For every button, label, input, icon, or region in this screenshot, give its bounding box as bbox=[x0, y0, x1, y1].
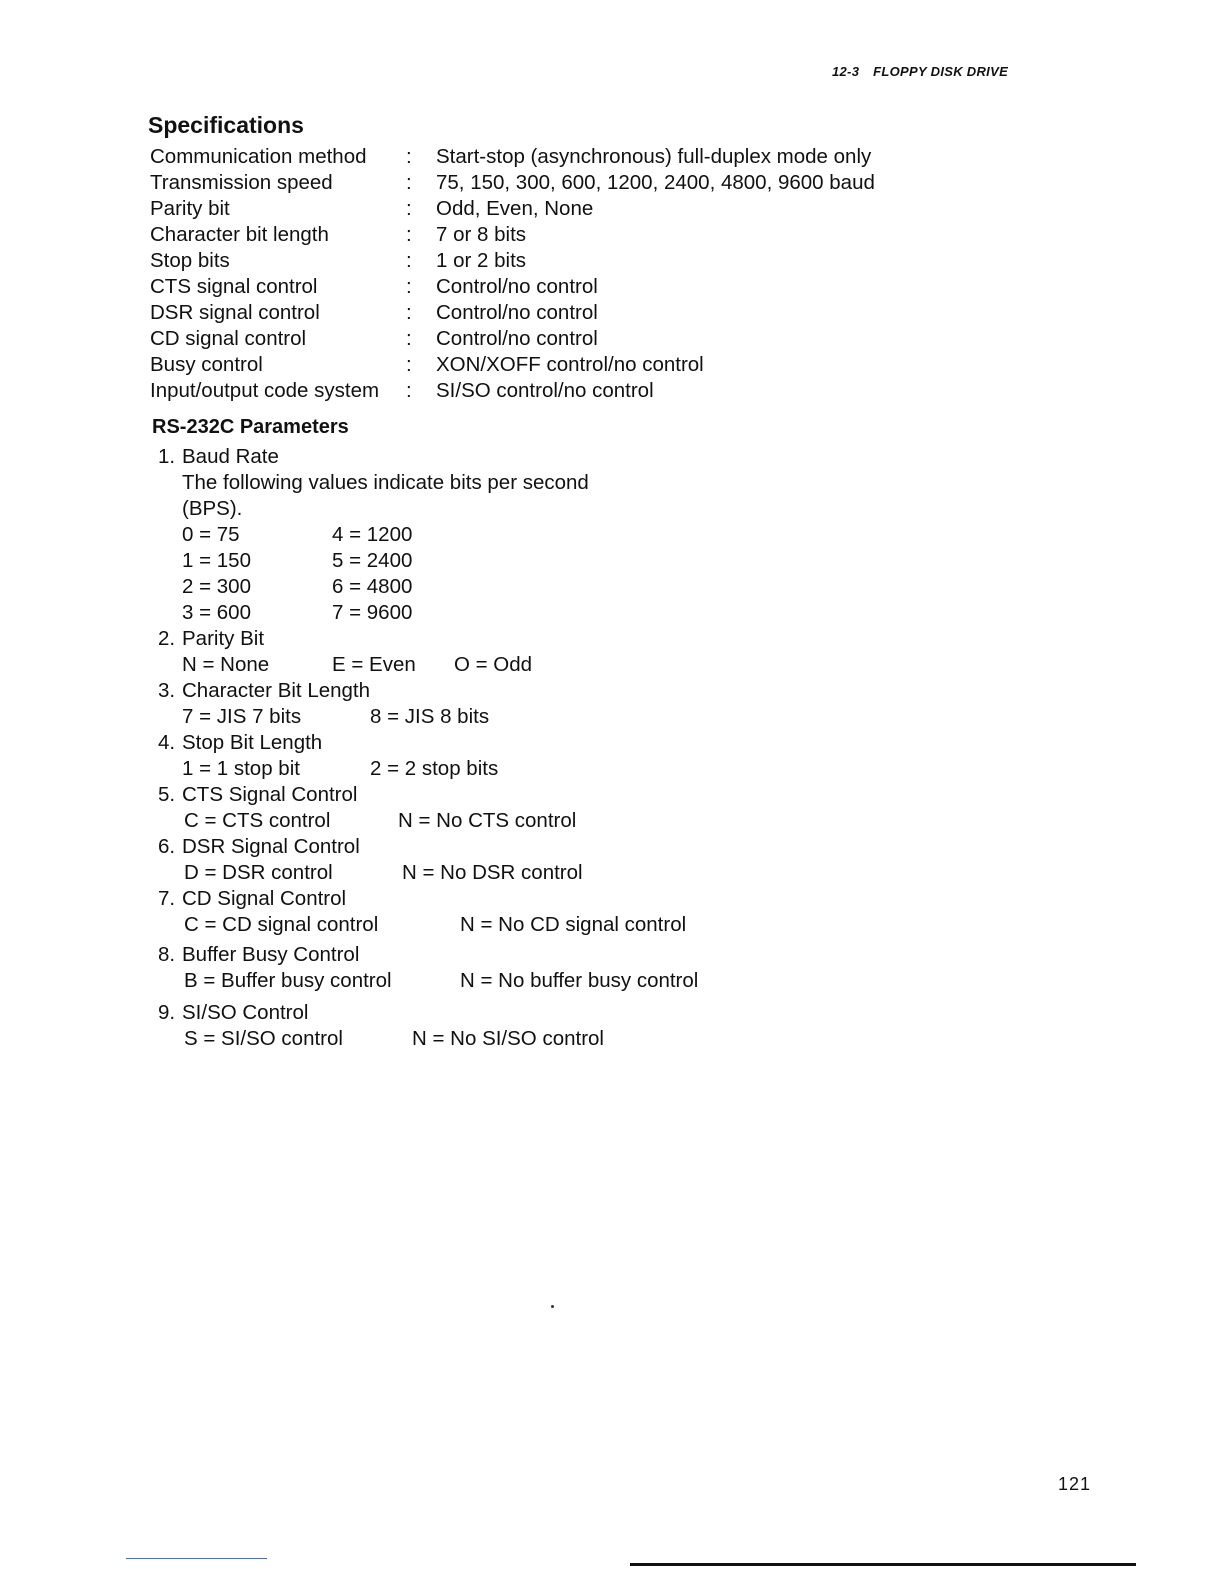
running-header bbox=[832, 64, 1008, 79]
spec-colon: : bbox=[406, 171, 412, 194]
param-number: 1. bbox=[158, 445, 176, 468]
spec-value: Control/no control bbox=[436, 301, 598, 324]
param-number: 8. bbox=[158, 943, 176, 966]
param-number: 9. bbox=[158, 1001, 176, 1024]
param-option: 7 = JIS 7 bits bbox=[182, 705, 302, 728]
spec-colon: : bbox=[406, 353, 412, 376]
param-title-text: SI/SO Control bbox=[182, 1001, 309, 1024]
param-option: D = DSR control bbox=[184, 861, 333, 884]
param-option: N = No buffer busy control bbox=[460, 969, 699, 992]
spec-label: Character bit length bbox=[150, 223, 329, 246]
spec-colon: : bbox=[406, 145, 412, 168]
param-title bbox=[158, 942, 359, 968]
spec-value: 7 or 8 bits bbox=[436, 223, 527, 246]
param-siso-control bbox=[158, 1000, 604, 1052]
spec-value: 1 or 2 bits bbox=[436, 249, 527, 272]
spec-label: DSR signal control bbox=[150, 301, 320, 324]
param-character-bit-length bbox=[158, 678, 490, 730]
param-cts-signal-control bbox=[158, 782, 577, 834]
baud-value: 5 = 2400 bbox=[332, 549, 413, 572]
spec-value: Control/no control bbox=[436, 327, 598, 350]
param-description: The following values indicate bits per second bbox=[182, 471, 589, 494]
param-option: 2 = 2 stop bits bbox=[370, 757, 499, 780]
footer-rule-left bbox=[126, 1558, 267, 1559]
param-title bbox=[158, 782, 357, 808]
scan-speck bbox=[551, 1305, 554, 1308]
param-number: 4. bbox=[158, 731, 176, 754]
param-option: O = Odd bbox=[454, 653, 533, 676]
param-cd-signal-control bbox=[158, 886, 687, 938]
spec-value: SI/SO control/no control bbox=[436, 379, 654, 402]
rs232c-heading: RS-232C Parameters bbox=[152, 416, 349, 438]
spec-label: Stop bits bbox=[150, 249, 230, 272]
param-number: 6. bbox=[158, 835, 176, 858]
param-title bbox=[158, 730, 322, 756]
baud-value: 0 = 75 bbox=[182, 523, 240, 546]
param-number: 7. bbox=[158, 887, 176, 910]
baud-value: 7 = 9600 bbox=[332, 601, 413, 624]
baud-row bbox=[182, 600, 589, 626]
param-number: 5. bbox=[158, 783, 176, 806]
param-title bbox=[158, 626, 264, 652]
param-title-text: CD Signal Control bbox=[182, 887, 347, 910]
param-options bbox=[158, 860, 583, 886]
param-options bbox=[158, 652, 533, 678]
param-options bbox=[158, 704, 490, 730]
param-stop-bit-length bbox=[158, 730, 499, 782]
section-title: FLOPPY DISK DRIVE bbox=[873, 64, 1009, 79]
param-title-text: Baud Rate bbox=[182, 445, 279, 468]
param-option: N = No SI/SO control bbox=[412, 1027, 604, 1050]
param-title-text: Character Bit Length bbox=[182, 679, 371, 702]
param-option: S = SI/SO control bbox=[184, 1027, 343, 1050]
baud-row bbox=[182, 548, 589, 574]
baud-value: 4 = 1200 bbox=[332, 523, 413, 546]
param-title bbox=[158, 678, 370, 704]
param-option: E = Even bbox=[332, 653, 416, 676]
spec-colon: : bbox=[406, 327, 412, 350]
param-buffer-busy-control bbox=[158, 942, 699, 994]
page-number: 121 bbox=[1058, 1474, 1092, 1494]
spec-colon: : bbox=[406, 249, 412, 272]
spec-value: XON/XOFF control/no control bbox=[436, 353, 704, 376]
param-title bbox=[158, 444, 589, 470]
spec-label: Parity bit bbox=[150, 197, 230, 220]
baud-value: 2 = 300 bbox=[182, 575, 251, 598]
spec-label: Communication method bbox=[150, 145, 367, 168]
param-description: (BPS). bbox=[182, 497, 243, 520]
spec-value: Control/no control bbox=[436, 275, 598, 298]
param-title-text: CTS Signal Control bbox=[182, 783, 358, 806]
spec-colon: : bbox=[406, 197, 412, 220]
baud-row bbox=[182, 522, 589, 548]
param-parity-bit bbox=[158, 626, 533, 678]
spec-label: Busy control bbox=[150, 353, 263, 376]
param-option: N = No CTS control bbox=[398, 809, 577, 832]
param-title bbox=[158, 886, 346, 912]
param-title-text: Buffer Busy Control bbox=[182, 943, 360, 966]
spec-colon: : bbox=[406, 275, 412, 298]
spec-value: 75, 150, 300, 600, 1200, 2400, 4800, 9600 baud bbox=[436, 171, 875, 194]
baud-value: 6 = 4800 bbox=[332, 575, 413, 598]
spec-colon: : bbox=[406, 379, 412, 402]
param-dsr-signal-control bbox=[158, 834, 583, 886]
spec-label: CTS signal control bbox=[150, 275, 318, 298]
spec-colon: : bbox=[406, 301, 412, 324]
param-title-text: DSR Signal Control bbox=[182, 835, 360, 858]
param-options bbox=[158, 1026, 604, 1052]
baud-value: 1 = 150 bbox=[182, 549, 251, 572]
baud-value: 3 = 600 bbox=[182, 601, 251, 624]
param-title-text: Parity Bit bbox=[182, 627, 265, 650]
param-option: B = Buffer busy control bbox=[184, 969, 392, 992]
param-option: 8 = JIS 8 bits bbox=[370, 705, 490, 728]
param-options bbox=[158, 808, 577, 834]
baud-row bbox=[182, 574, 589, 600]
param-option: N = No DSR control bbox=[402, 861, 583, 884]
section-number: 12-3 bbox=[832, 64, 860, 79]
param-option: N = No CD signal control bbox=[460, 913, 687, 936]
spec-colon: : bbox=[406, 223, 412, 246]
spec-label: CD signal control bbox=[150, 327, 307, 350]
spec-label: Transmission speed bbox=[150, 171, 333, 194]
param-number: 2. bbox=[158, 627, 176, 650]
param-title bbox=[158, 834, 360, 860]
param-title-text: Stop Bit Length bbox=[182, 731, 323, 754]
footer-rule-right bbox=[630, 1563, 1136, 1566]
param-number: 3. bbox=[158, 679, 176, 702]
param-option: N = None bbox=[182, 653, 270, 676]
baud-rate-table bbox=[158, 522, 589, 626]
spec-label: Input/output code system bbox=[150, 379, 380, 402]
param-baud-rate bbox=[158, 444, 589, 626]
param-options bbox=[158, 912, 687, 938]
spec-value: Start-stop (asynchronous) full-duplex mode only bbox=[436, 145, 872, 168]
param-option: C = CD signal control bbox=[184, 913, 379, 936]
param-option: 1 = 1 stop bit bbox=[182, 757, 300, 780]
param-title bbox=[158, 1000, 308, 1026]
param-option: C = CTS control bbox=[184, 809, 331, 832]
spec-value: Odd, Even, None bbox=[436, 197, 594, 220]
specifications-heading: Specifications bbox=[148, 112, 304, 138]
param-options bbox=[158, 968, 699, 994]
param-options bbox=[158, 756, 499, 782]
